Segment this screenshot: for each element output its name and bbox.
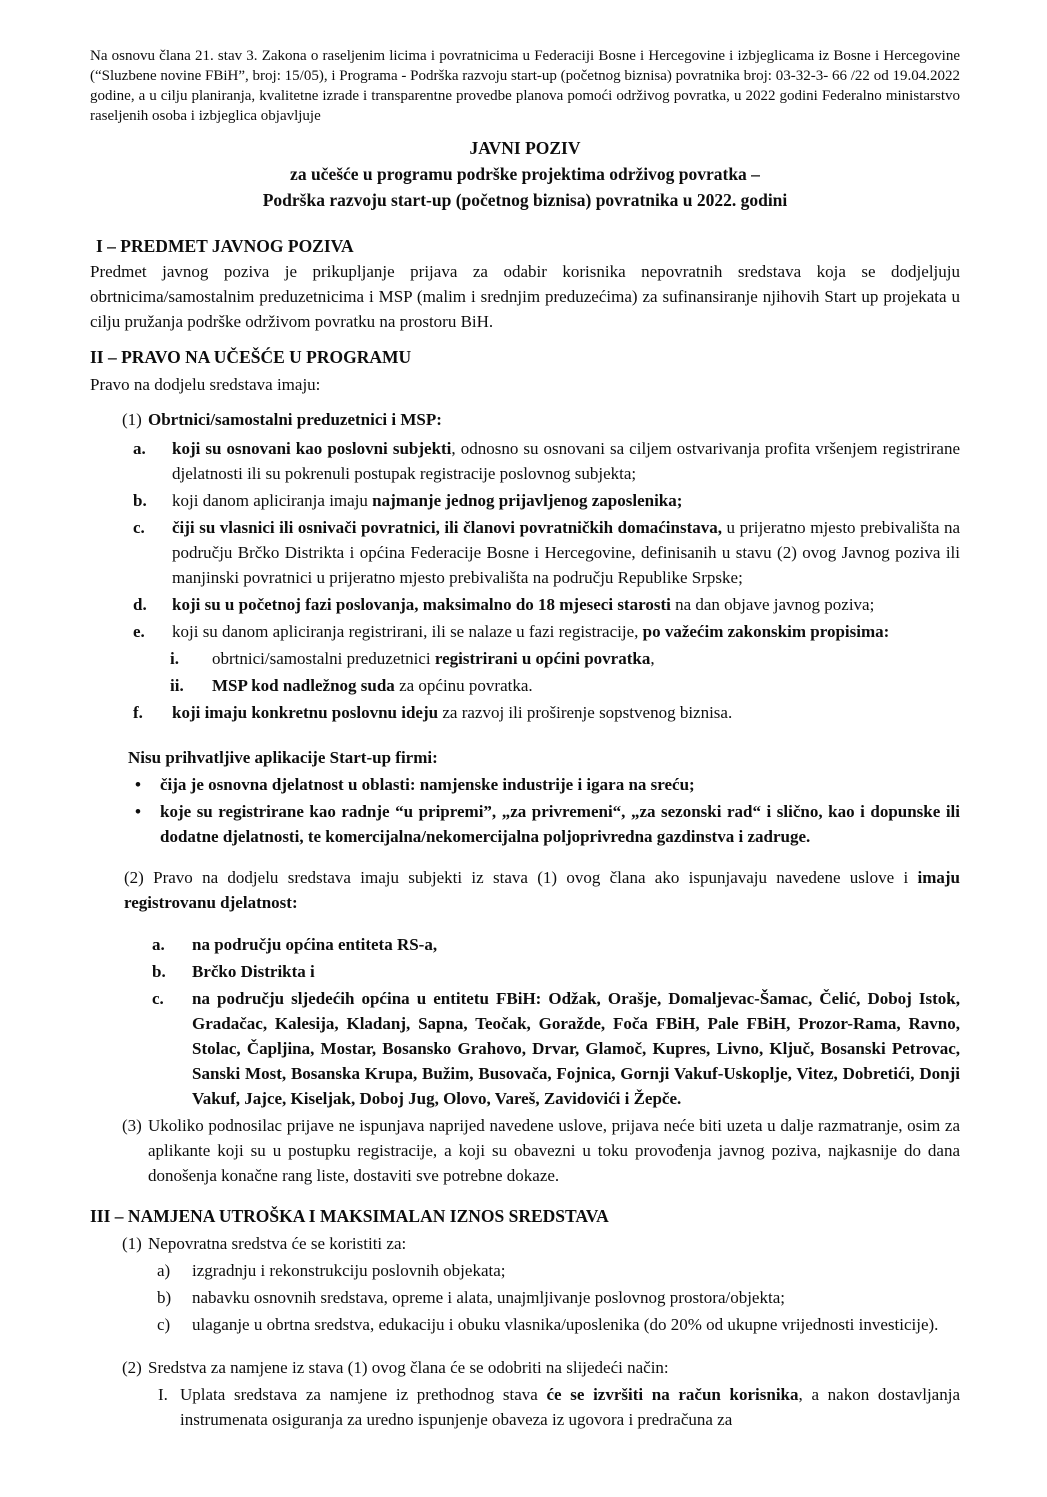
list-marker: (1) <box>122 410 142 429</box>
not-eligible-heading: Nisu prihvatljive aplikacije Start-up firmi: <box>128 748 438 767</box>
list-item-1e-i <box>170 646 960 671</box>
preamble-paragraph: Na osnovu člana 21. stav 3. Zakona o raseljenim licima i povratnicima u Federaciji Bosne i Hercegovine i izbjeglicama iz Bosne i Hercegovine (“Sluzbene novine FBiH”, broj: 15/05), i Programa - Podrška razvoju start-up (početnog biznisa) povratnika broj: 03-32-3- 66 /22 od 19.04.2022 godine, a u cilju planiranja, kvalitetne izrade i transparentne provedbe planova pomoći održivog povratka, u 2022 godini Federalno ministarstvo raseljenih osoba i izbjeglica objavljuje <box>90 48 960 124</box>
list-item-text: obrtnici/samostalni preduzetnici registrirani u općini povratka, <box>212 649 655 668</box>
list-item-text: koji su danom apliciranja registrirani, ili se nalaze u fazi registracije, po važećim zakonskim propisima: <box>172 622 890 641</box>
list-item-2b <box>152 959 960 984</box>
list-item-1e-ii <box>170 673 960 698</box>
list-item-1a <box>133 436 960 486</box>
list-item-text: Obrtnici/samostalni preduzetnici i MSP: <box>148 410 442 429</box>
section-2-heading: II – PRAVO NA UČEŠĆE U PROGRAMU <box>90 347 412 367</box>
list-item-1c <box>133 515 960 590</box>
list-item-3-1a <box>157 1258 960 1283</box>
list-item-3-1c <box>157 1312 960 1337</box>
list-marker: a. <box>152 935 165 954</box>
list-item-3-2-I <box>158 1382 960 1432</box>
list-item-text: Pravo na dodjelu sredstava imaju subjekti iz stava (1) ovog člana ako ispunjavaju navedene uslove i imaju registrovanu djelatnost: <box>124 868 960 912</box>
list-marker: (3) <box>122 1116 142 1135</box>
list-item-text: Brčko Distrikta i <box>192 962 315 981</box>
bullet-icon: • <box>135 802 141 821</box>
document-title <box>90 135 960 213</box>
list-item-1d <box>133 592 960 617</box>
list-item-text: ulaganje u obrtna sredstva, edukaciju i obuku vlasnika/uposlenika (do 20% od ukupne vrijednosti investicije). <box>192 1315 939 1334</box>
list-item-text: koji su osnovani kao poslovni subjekti, odnosno su osnovani sa ciljem ostvarivanja profita vršenjem registrirane djelatnosti ili su pokrenuli postupak registracije poslovnog subjekta; <box>172 439 960 483</box>
bullet-icon: • <box>135 775 141 794</box>
list-item-text: na području sljedećih općina u entitetu FBiH: Odžak, Orašje, Domaljevac-Šamac, Čelić, Doboj Istok, Gradačac, Kalesija, Kladanj, Sapna, Teočak, Goražde, Foča FBiH, Pale FBiH, Prozor-Rama, Ravno, Stolac, Čapljina, Mostar, Bosansko Grahovo, Drvar, Glamoč, Kupres, Livno, Ključ, Bosanski Petrovac, Sanski Most, Bosanska Krupa, Bužim, Busovača, Fojnica, Gornji Vakuf-Uskoplje, Vitez, Dobretići, Donji Vakuf, Jajce, Kiseljak, Doboj Jug, Olovo, Vareš, Zavidovići i Žepče. <box>192 989 960 1108</box>
list-item-text: na području općina entiteta RS-a, <box>192 935 438 954</box>
list-item-text: koje su registrirane kao radnje “u pripremi”, „za privremeni“, „za sezonski rad“ i slično, kao i dopunske ili dodatne djelatnosti, te komercijalna/nekomercijalna poljoprivredna gazdinstva i zadruge. <box>160 802 960 846</box>
list-item-3 <box>122 1113 960 1188</box>
list-item-text: koji su u početnoj fazi poslovanja, maksimalno do 18 mjeseci starosti na dan objave javnog poziva; <box>172 595 875 614</box>
list-item-3-2 <box>122 1355 960 1380</box>
list-marker: c) <box>157 1315 171 1334</box>
list-marker: ii. <box>170 676 184 695</box>
list-item-text: koji danom apliciranja imaju najmanje jednog prijavljenog zaposlenika; <box>172 491 683 510</box>
list-item-3-1b <box>157 1285 960 1310</box>
list-item-3-1 <box>122 1231 960 1256</box>
title-line-2: za učešće u programu podrške projektima održivog povratka – <box>290 164 760 184</box>
list-item-1 <box>122 407 960 432</box>
list-item-text: Uplata sredstava za namjene iz prethodnog stava će se izvršiti na račun korisnika, a nakon dostavljanja instrumenata osiguranja za uredno ispunjenje obaveza iz ugovora i predračuna za <box>180 1385 960 1429</box>
list-marker: f. <box>133 703 143 722</box>
list-marker: c. <box>133 518 145 537</box>
list-marker: a. <box>133 439 146 458</box>
list-item-2c <box>152 986 960 1111</box>
list-item-2a <box>152 932 960 957</box>
list-item-1e <box>133 619 960 644</box>
not-eligible-bullet-2 <box>135 799 960 849</box>
list-marker: b. <box>152 962 166 981</box>
list-marker: i. <box>170 649 179 668</box>
list-marker: b) <box>157 1288 172 1307</box>
not-eligible-bullet-1 <box>135 772 960 797</box>
list-item-1f <box>133 700 960 725</box>
list-item-text: čija je osnovna djelatnost u oblasti: namjenske industrije i igara na sreću; <box>160 775 695 794</box>
list-marker: b. <box>133 491 147 510</box>
list-marker: c. <box>152 989 164 1008</box>
list-item-text: čiji su vlasnici ili osnivači povratnici, ili članovi povratničkih domaćinstava, u prijeratno mjesto prebivališta na području Brčko Distrikta i općina Federacije Bosne i Hercegovine, definisanih u stavu (2) ovog Javnog poziva ili manjinski povratnici u prijeratno mjesto prebivališta na području Republike Srpske; <box>172 518 960 587</box>
section-2-intro: Pravo na dodjelu sredstava imaju: <box>90 375 321 394</box>
list-marker: e. <box>133 622 145 641</box>
list-item-text: Ukoliko podnosilac prijave ne ispunjava naprijed navedene uslove, prijava neće biti uzeta u dalje razmatranje, osim za aplikante koji su u postupku registracije, a koji su obavezni u toku provođenja javnog poziva, najkasnije do dana donošenja konačne rang liste, dostaviti sve potrebne dokaze. <box>148 1116 960 1185</box>
list-item-1b <box>133 488 960 513</box>
list-item-text: izgradnju i rekonstrukciju poslovnih objekata; <box>192 1261 506 1280</box>
list-item-text: nabavku osnovnih sredstava, opreme i alata, unajmljivanje poslovnog prostora/objekta; <box>192 1288 785 1307</box>
title-line-1: JAVNI POZIV <box>469 138 581 158</box>
title-line-3: Podrška razvoju start-up (početnog biznisa) povratnika u 2022. godini <box>262 190 788 210</box>
list-item-text: Nepovratna sredstva će se koristiti za: <box>148 1234 407 1253</box>
list-item-text: koji imaju konkretnu poslovnu ideju za razvoj ili proširenje sopstvenog biznisa. <box>172 703 733 722</box>
list-marker: d. <box>133 595 147 614</box>
section-1-paragraph: Predmet javnog poziva je prikupljanje prijava za odabir korisnika nepovratnih sredstava koja se dodjeljuju obrtnicima/samostalnim preduzetnicima i MSP (malim i srednjim preduzećima) za sufinansiranje njihovih Start up projekata u cilju pružanja podrške održivom povratku na prostoru BiH. <box>90 262 960 331</box>
section-1-heading: I – PREDMET JAVNOG POZIVA <box>96 236 354 256</box>
list-item-text: Sredstva za namjene iz stava (1) ovog člana će se odobriti na slijedeći način: <box>148 1358 669 1377</box>
list-marker: (2) <box>124 868 144 887</box>
list-item-2 <box>124 865 960 915</box>
list-marker: (1) <box>122 1234 142 1253</box>
list-item-text: MSP kod nadležnog suda za općinu povratka. <box>212 676 533 695</box>
list-marker: a) <box>157 1261 171 1280</box>
list-marker: I. <box>158 1385 168 1404</box>
section-3-heading: III – NAMJENA UTROŠKA I MAKSIMALAN IZNOS SREDSTAVA <box>90 1206 609 1226</box>
list-marker: (2) <box>122 1358 142 1377</box>
